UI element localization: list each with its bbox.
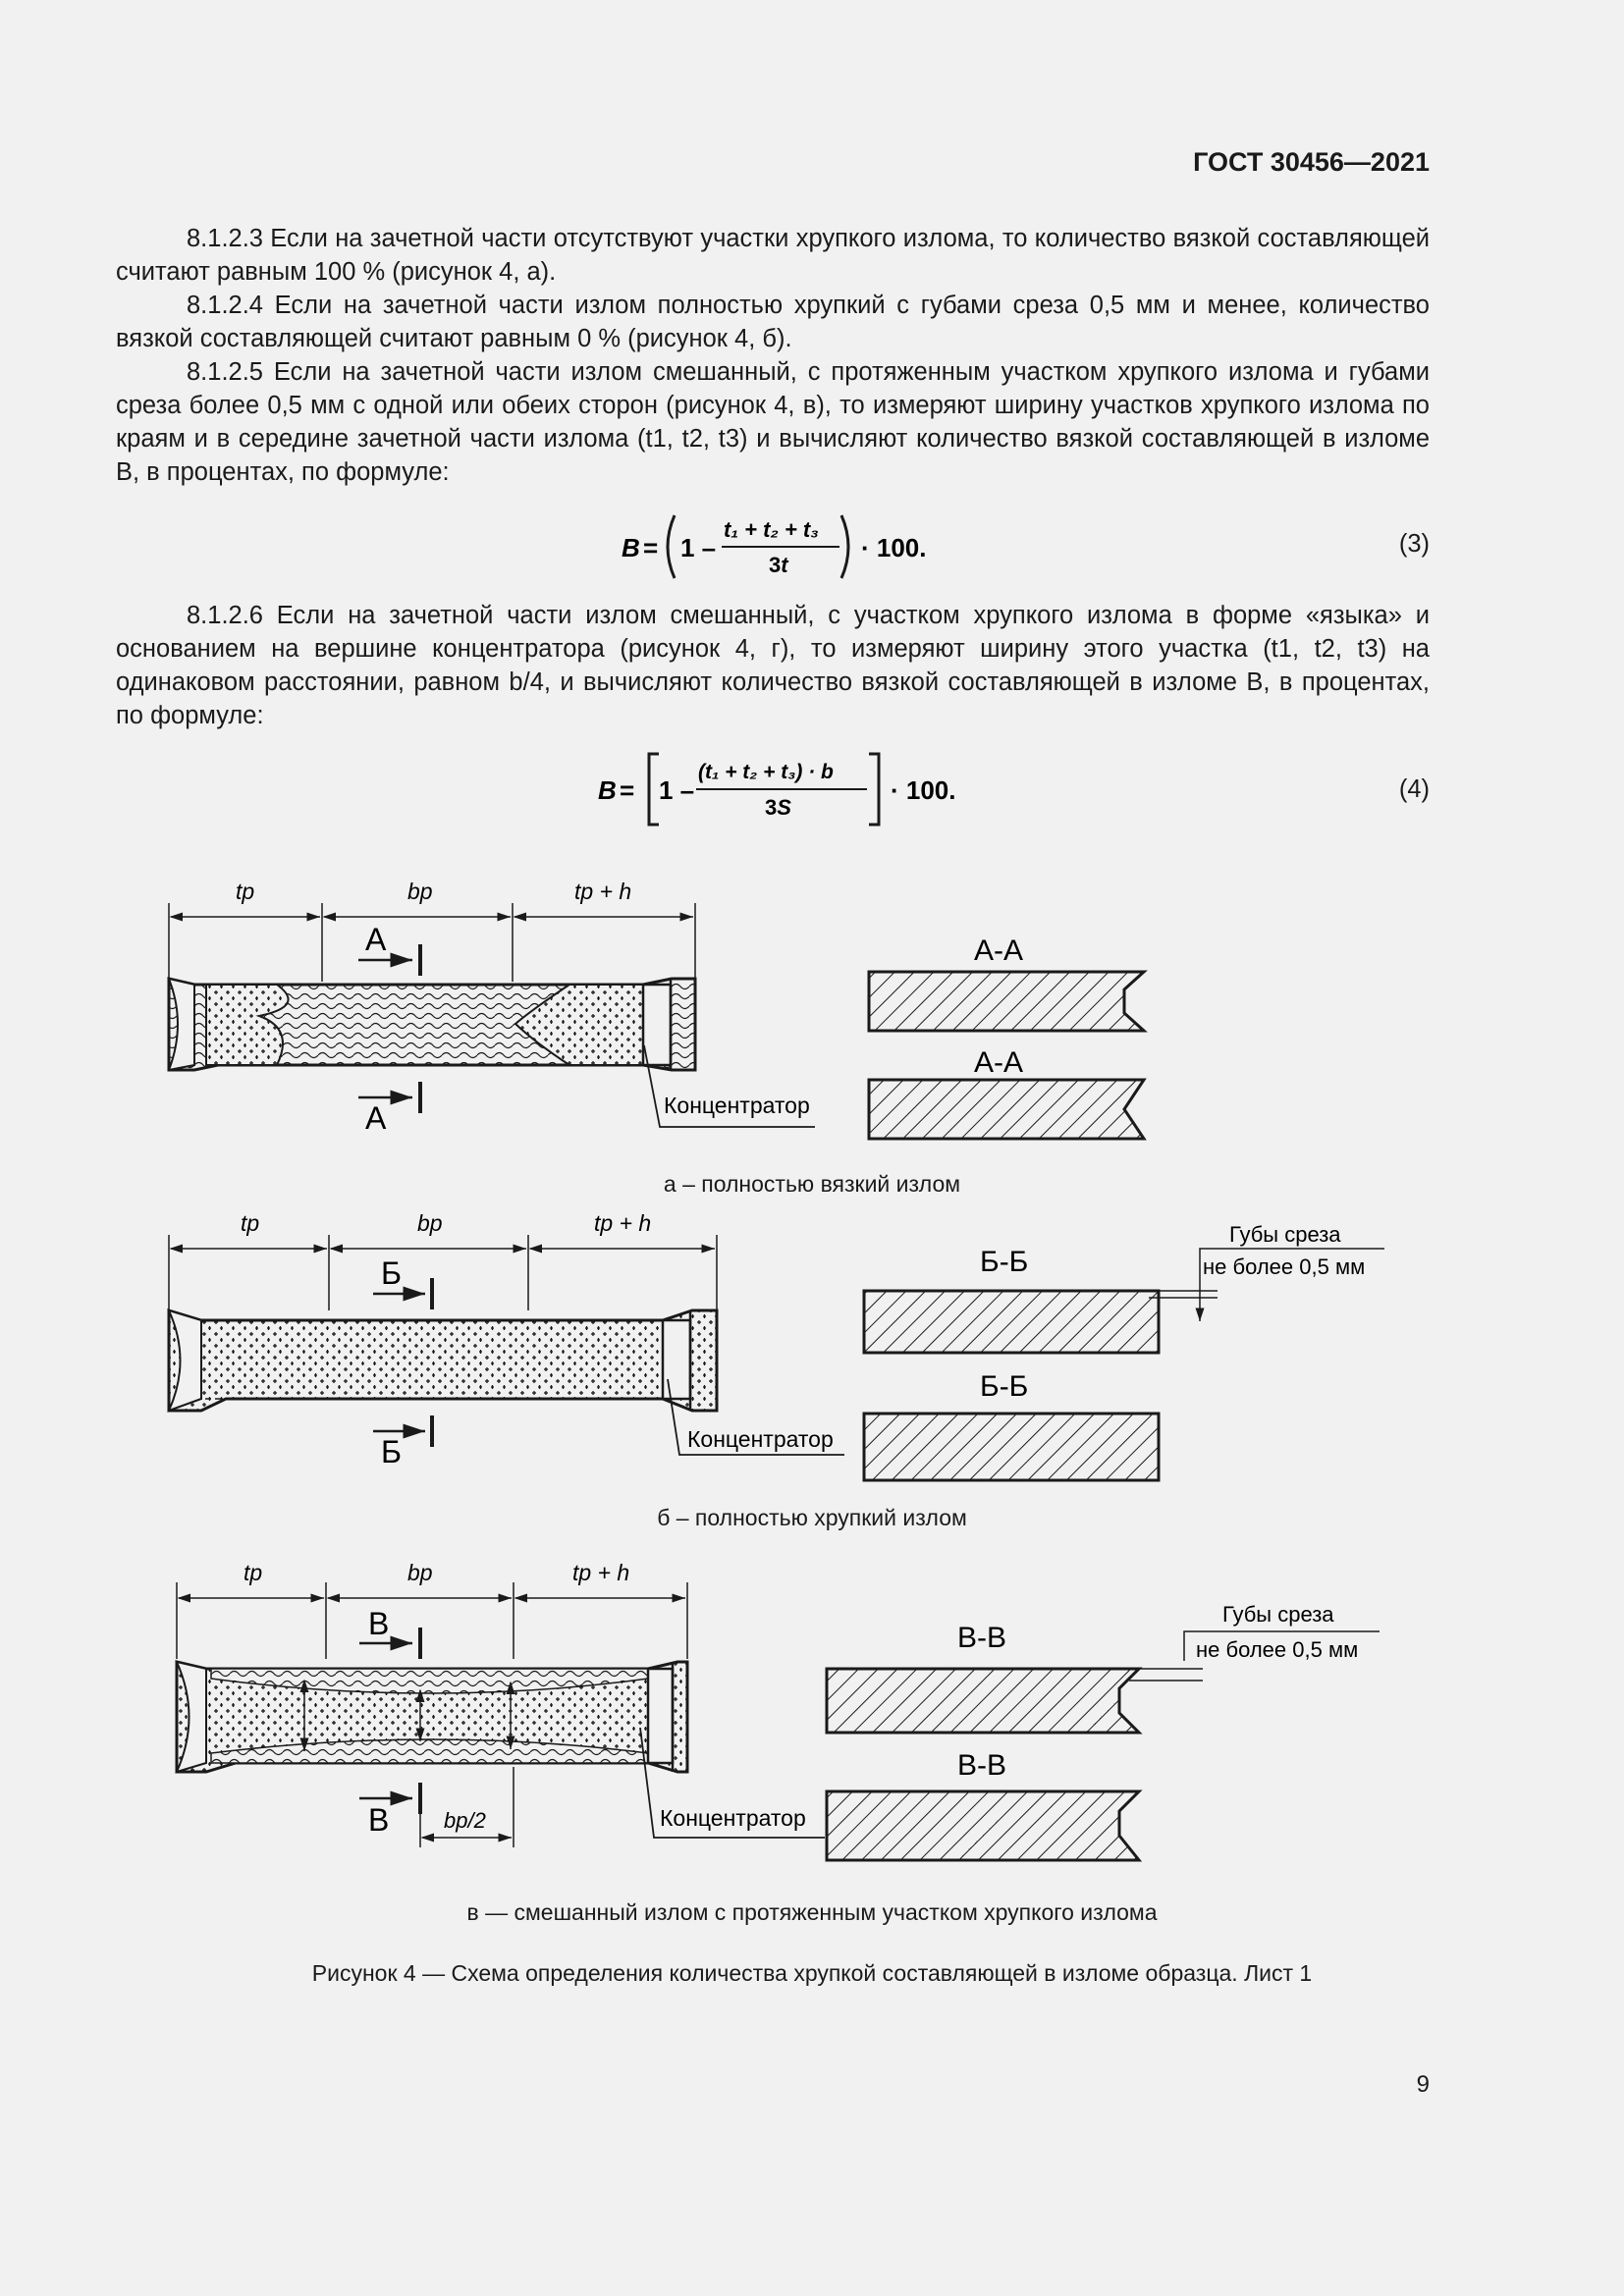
svg-text:· 100.: · 100.: [891, 775, 956, 805]
paragraph-8-1-2-3: 8.1.2.3 Если на зачетной части отсутствуют участки хрупкого излома, то количество вязкой составляющей считают равным 100 % (рисунок 4, а).: [116, 225, 1430, 286]
panel-b: [169, 1210, 1384, 1480]
paragraph-8-1-2-6: 8.1.2.6 Если на зачетной части излом смешанный, с участком хрупкого излома в форме «языка» и основанием на вершине концентратора (рисунок 4, г), то измеряют ширину этого участка (t1, t2, t3) на одинаковом расстоянии, равном b/4, и вычисляют количество вязкой составляющей в изломе B, в процентах, по формуле:: [116, 602, 1430, 729]
svg-text:1 –: 1 –: [659, 775, 695, 805]
dim-tph-a: tp + h: [574, 879, 632, 904]
section-title-a-2: А-А: [974, 1046, 1024, 1079]
dim-bp-a: bp: [407, 879, 433, 904]
lips-label-v-2: не более 0,5 мм: [1196, 1637, 1359, 1662]
svg-text:3S: 3S: [765, 795, 791, 820]
section-title-v-1: В-В: [957, 1622, 1007, 1654]
caption-panel-a: а – полностью вязкий излом: [663, 1171, 961, 1197]
caption-panel-b: б – полностью хрупкий излом: [657, 1505, 967, 1530]
section-mark-b-bottom: Б: [381, 1434, 402, 1469]
concentrator-label-v: Концентратор: [660, 1805, 806, 1831]
svg-text:=: =: [620, 775, 635, 805]
svg-text:B: B: [598, 775, 617, 805]
svg-text:B: B: [622, 533, 640, 562]
paragraph-8-1-2-5: 8.1.2.5 Если на зачетной части излом смешанный, с протяженным участком хрупкого излома и губами среза более 0,5 мм с одной или обеих сторон (рисунок 4, в), то измеряют ширину участков хрупкого излома по краям и в середине зачетной части излома (t1, t2, t3) и вычисляют количество вязкой составляющей в изломе B, в процентах, по формуле:: [116, 358, 1430, 486]
panel-a: [169, 879, 1144, 1139]
page-number: 9: [1416, 2071, 1430, 2098]
dim-tp-b: tp: [241, 1210, 260, 1236]
paragraph-8-1-2-4: 8.1.2.4 Если на зачетной части излом полностью хрупкий с губами среза 0,5 мм и менее, количество вязкой составляющей считают равным 0 % (рисунок 4, б).: [116, 292, 1430, 352]
equation-number-4: (4): [1398, 775, 1430, 803]
section-title-b-2: Б-Б: [980, 1370, 1029, 1403]
section-title-a-1: А-А: [974, 934, 1024, 967]
concentrator-label-b: Концентратор: [687, 1426, 834, 1452]
caption-panel-v: в — смешанный излом с протяженным участком хрупкого излома: [466, 1899, 1158, 1925]
concentrator-label-a: Концентратор: [664, 1093, 810, 1118]
svg-text:1 –: 1 –: [680, 533, 717, 562]
panel-v: [177, 1560, 1380, 1860]
figure-title: Рисунок 4 — Схема определения количества хрупкой составляющей в изломе образца. Лист 1: [311, 1960, 1313, 1986]
dim-tp-v: tp: [244, 1560, 263, 1585]
dim-tph-b: tp + h: [594, 1210, 652, 1236]
svg-text:3t: 3t: [769, 553, 788, 577]
section-mark-v-top: В: [368, 1606, 390, 1641]
dim-tph-v: tp + h: [572, 1560, 630, 1585]
dim-bp-v: bp: [407, 1560, 433, 1585]
dim-bp-b: bp: [417, 1210, 443, 1236]
svg-text:t₁ + t₂ + t₃: t₁ + t₂ + t₃: [724, 517, 819, 542]
equation-number-3: (3): [1398, 530, 1430, 558]
section-mark-b-top: Б: [381, 1255, 402, 1291]
section-mark-a-bottom: А: [365, 1100, 387, 1136]
document-id: ГОСТ 30456—2021: [1193, 147, 1430, 177]
lips-label-v-1: Губы среза: [1222, 1602, 1334, 1627]
section-title-b-1: Б-Б: [980, 1246, 1029, 1278]
section-mark-v-bottom: В: [368, 1802, 390, 1838]
dim-tp-a: tp: [236, 879, 255, 904]
svg-text:(t₁ + t₂ + t₃) · b: (t₁ + t₂ + t₃) · b: [698, 761, 834, 783]
section-title-v-2: В-В: [957, 1749, 1007, 1782]
lips-label-b-2: не более 0,5 мм: [1203, 1255, 1366, 1279]
dim-bp2-v: bp/2: [444, 1808, 486, 1833]
svg-text:=: =: [643, 533, 659, 562]
section-mark-a-top: А: [365, 922, 387, 957]
svg-text:· 100.: · 100.: [861, 533, 927, 562]
lips-label-b-1: Губы среза: [1229, 1222, 1341, 1247]
